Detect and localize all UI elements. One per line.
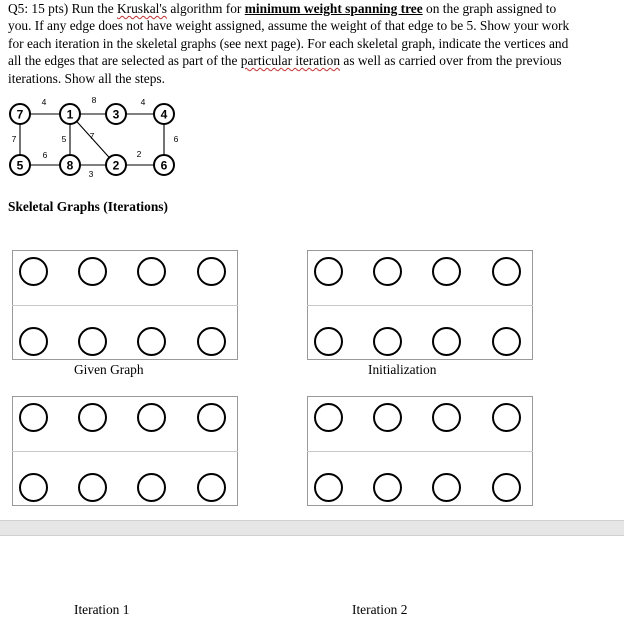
question-line-5: iterations. Show all the steps.: [8, 70, 165, 86]
vertex-circle: [314, 257, 343, 286]
svg-text:6: 6: [160, 158, 168, 173]
graph-node-8: [60, 155, 80, 175]
vertex-circle: [78, 403, 107, 432]
skeleton-box-initialization: [307, 250, 533, 360]
question-line-4: all the edges that are selected as part of the particular iteration as well as carried over from the previous: [8, 53, 562, 69]
weight-3-4: 4: [140, 97, 146, 107]
svg-text:7: 7: [16, 107, 24, 122]
vertex-circle: [19, 327, 48, 356]
question-line-3: for each iteration in the skeletal graphs (see next page). For each skeletal graph, indicate the vertices and: [8, 35, 569, 51]
svg-text:4: 4: [160, 107, 168, 122]
weight-5-8: 6: [42, 150, 48, 160]
skeletal-graphs-heading: Skeletal Graphs (Iterations): [8, 199, 168, 214]
graph-node-5: [10, 155, 30, 175]
vertex-circle: [197, 257, 226, 286]
vertex-circle: [432, 473, 461, 502]
vertex-circle: [314, 327, 343, 356]
graph-node-4: [154, 104, 174, 124]
svg-text:8: 8: [66, 158, 74, 173]
vertex-circle: [492, 403, 521, 432]
vertex-circle: [492, 473, 521, 502]
vertex-circle: [137, 327, 166, 356]
vertex-circle: [19, 257, 48, 286]
particular-iteration-grammar-flag: particular iteration: [240, 53, 341, 69]
vertex-circle: [19, 473, 48, 502]
question-line-2: you. If any edge does not have weight assigned, assume the weight of that edge to be 5. Show your work: [8, 18, 570, 34]
vertex-circle: [78, 257, 107, 286]
vertex-circle: [197, 327, 226, 356]
vertex-circle: [197, 473, 226, 502]
svg-text:3: 3: [112, 107, 120, 122]
svg-text:2: 2: [112, 158, 120, 173]
page-break: [0, 520, 624, 536]
vertex-circle: [78, 473, 107, 502]
vertex-circle: [78, 327, 107, 356]
vertex-circle: [432, 257, 461, 286]
vertex-circle: [432, 327, 461, 356]
vertex-circle: [373, 257, 402, 286]
graph-node-7: [10, 104, 30, 124]
caption-iteration-2: Iteration 2: [352, 602, 408, 617]
weight-7-1: 4: [41, 97, 47, 107]
vertex-circle: [137, 403, 166, 432]
vertex-circle: [492, 257, 521, 286]
caption-iteration-1: Iteration 1: [74, 602, 130, 617]
assigned-graph: [0, 92, 200, 184]
skeleton-box-given-graph: [12, 250, 238, 360]
question-line-1: Q5: 15 pts) Run the Kruskal's algorithm for minimum weight spanning tree on the graph assigned to: [8, 1, 557, 16]
graph-node-3: [106, 104, 126, 124]
graph-node-6: [154, 155, 174, 175]
vertex-circle: [373, 327, 402, 356]
vertex-circle: [373, 403, 402, 432]
vertex-circle: [314, 473, 343, 502]
caption-given-graph: Given Graph: [74, 362, 144, 377]
vertex-circle: [19, 403, 48, 432]
skeleton-box-iteration-1: [12, 396, 238, 506]
skeleton-box-iteration-2: [307, 396, 533, 506]
kruskal-misspelled-word: Kruskal's: [116, 1, 168, 16]
weight-8-2: 3: [88, 169, 94, 179]
vertex-circle: [137, 257, 166, 286]
vertex-circle: [432, 403, 461, 432]
vertex-circle: [314, 403, 343, 432]
caption-initialization: Initialization: [368, 362, 437, 377]
graph-node-2: [106, 155, 126, 175]
weight-1-2: 7: [89, 131, 95, 141]
mwst-emphasis: minimum weight spanning tree: [244, 1, 423, 16]
svg-text:5: 5: [16, 158, 24, 173]
vertex-circle: [373, 473, 402, 502]
svg-text:1: 1: [66, 107, 74, 122]
vertex-circle: [137, 473, 166, 502]
weight-7-5: 7: [11, 134, 17, 144]
vertex-circle: [492, 327, 521, 356]
vertex-circle: [197, 403, 226, 432]
weight-2-6: 2: [136, 149, 142, 159]
question-text: [8, 0, 620, 87]
weight-1-3: 8: [91, 95, 97, 105]
weight-1-8: 5: [61, 134, 67, 144]
weight-4-6: 6: [173, 134, 179, 144]
graph-node-1: [60, 104, 80, 124]
